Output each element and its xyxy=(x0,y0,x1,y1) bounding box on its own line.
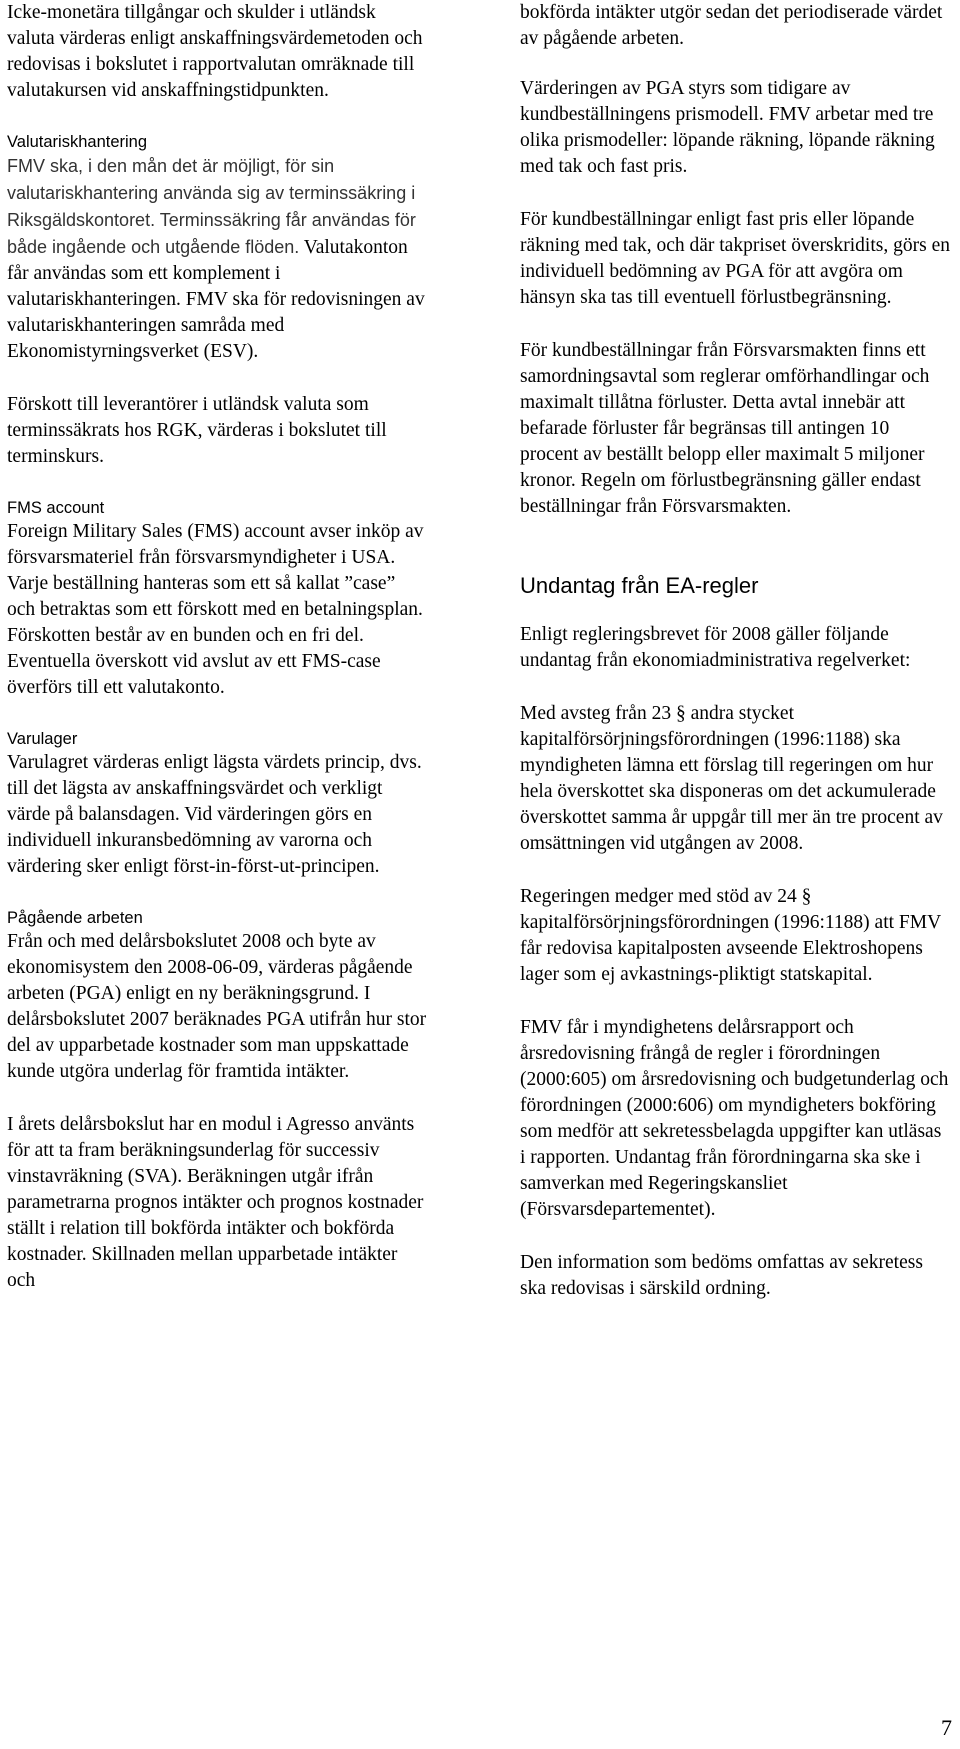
paragraph-delarsrapport: FMV får i myndighetens delårsrapport och årsredovisning frångå de regler i förordningen (2000:605) om årsredovisning och budgetunderlag och förordningen (2000:606) om myndigheters bokföring som medför att sekretessbelagda uppgifter kan utläsas i rapporten. Undantag från förordningarna ska ske i samverkan med Regeringskansliet (Försvarsdepartementet). xyxy=(520,1017,949,1220)
left-column xyxy=(7,0,427,1294)
paragraph-fms-account: Foreign Military Sales (FMS) account avser inköp av försvarsmateriel från försvarsmyndigheter i USA. Varje beställning hanteras som ett så kallat ”case” och betraktas som ett förskott med en betalningsplan. Förskotten består av en bunden och en fri del. Eventuella överskott vid avslut av ett FMS-case överförs till ett valutakonto. xyxy=(7,521,424,698)
valutarisk-sans-text: FMV ska, i den mån det är möjligt, för sin valutariskhantering använda sig av terminssäkring i Riksgäldskontoret. Terminssäkring får användas för både ingående och utgående flöden. xyxy=(7,156,416,257)
heading-fms-account: FMS account xyxy=(7,499,105,517)
paragraph-monetary-assets: Icke-monetära tillgångar och skulder i utländsk valuta värderas enligt anskaffningsvärdemetoden och redovisas i bokslutet i rapportvalutan omräknade till valutakursen vid anskaffningstidpunkten. xyxy=(7,2,423,101)
paragraph-periodiserade: bokförda intäkter utgör sedan det periodiserade värdet av pågående arbeten. xyxy=(520,2,943,49)
heading-undantag-ea-regler: Undantag från EA-regler xyxy=(520,573,759,598)
valutarisk-serif-text: Valutakonton får användas som ett komplement i valutariskhanteringen. FMV ska för redovisningen av valutariskhanteringen samråda med Ekonomistyrningsverket (ESV). xyxy=(7,237,425,362)
page-number: 7 xyxy=(941,1715,952,1740)
paragraph-fast-pris: För kundbeställningar enligt fast pris eller löpande räkning med tak, och där takpriset överskridits, görs en individuell bedömning av PGA för att avgöra om hänsyn ska tas till eventuell förlustbegränsning. xyxy=(520,209,950,308)
paragraph-forskott: Förskott till leverantörer i utländsk valuta som terminssäkrats hos RGK, värderas i bokslutet till terminskurs. xyxy=(7,394,387,467)
paragraph-regeringen-24: Regeringen medger med stöd av 24 § kapitalförsörjningsförordningen (1996:1188) att FMV får redovisa kapitalposten avseende Elektroshopens lager som ej avkastnings-pliktigt statskapital. xyxy=(520,886,941,985)
right-column xyxy=(520,0,950,1302)
heading-valutariskhantering: Valutariskhantering xyxy=(7,133,148,151)
paragraph-forsvarsmakten: För kundbeställningar från Försvarsmakten finns ett samordningsavtal som reglerar omförhandlingar och maximalt tillåtna förluster. Detta avtal innebär att befarade förluster får begränsas till antingen 10 procent av beställt belopp eller maximalt 5 miljoner kronor. Regeln om förlustbegränsning gäller endast beställningar från Försvarsmakten. xyxy=(520,340,930,517)
paragraph-prismodeller: Värderingen av PGA styrs som tidigare av kundbeställningens prismodell. FMV arbetar med tre olika prismodeller: löpande räkning, löpande räkning med tak och fast pris. xyxy=(520,78,935,177)
paragraph-arets-delarsbokslut: I årets delårsbokslut har en modul i Agresso använts för att ta fram beräkningsunderlag för successiv vinstavräkning (SVA). Beräkningen utgår ifrån parametrarna prognos intäkter och prognos kostnader ställt i relation till bokförda intäkter och bokförda kostnader. Skillnaden mellan upparbetade intäkter och xyxy=(7,1114,424,1291)
paragraph-regleringsbrevet: Enligt regleringsbrevet för 2008 gäller följande undantag från ekonomiadministrativa regelverket: xyxy=(520,624,911,671)
paragraph-valutarisk xyxy=(7,153,427,365)
paragraph-pagaende-arbeten: Från och med delårsbokslutet 2008 och byte av ekonomisystem den 2008-06-09, värderas pågående arbeten (PGA) enligt en ny beräkningsgrund. I delårsbokslutet 2007 beräknades PGA utifrån hur stor del av upparbetade kostnader som man uppskattade kunde utgöra underlag för framtida intäkter. xyxy=(7,931,427,1082)
paragraph-avsteg-23: Med avsteg från 23 § andra stycket kapitalförsörjningsförordningen (1996:1188) ska myndigheten lämna ett förslag till regeringen om hur hela överskottet ska disponeras om det ackumulerade överskottet samma år uppgår till mer än tre procent av omsättningen vid utgången av 2008. xyxy=(520,703,943,854)
heading-varulager: Varulager xyxy=(7,730,78,748)
paragraph-sekretess: Den information som bedöms omfattas av sekretess ska redovisas i särskild ordning. xyxy=(520,1252,923,1299)
paragraph-varulager: Varulagret värderas enligt lägsta värdets princip, dvs. till det lägsta av anskaffningsvärdet och verkligt värde på balansdagen. Vid värderingen görs en individuell inkuransbedömning av varorna och värdering sker enligt först-in-först-ut-principen. xyxy=(7,752,422,877)
heading-pagaende-arbeten: Pågående arbeten xyxy=(7,909,143,927)
